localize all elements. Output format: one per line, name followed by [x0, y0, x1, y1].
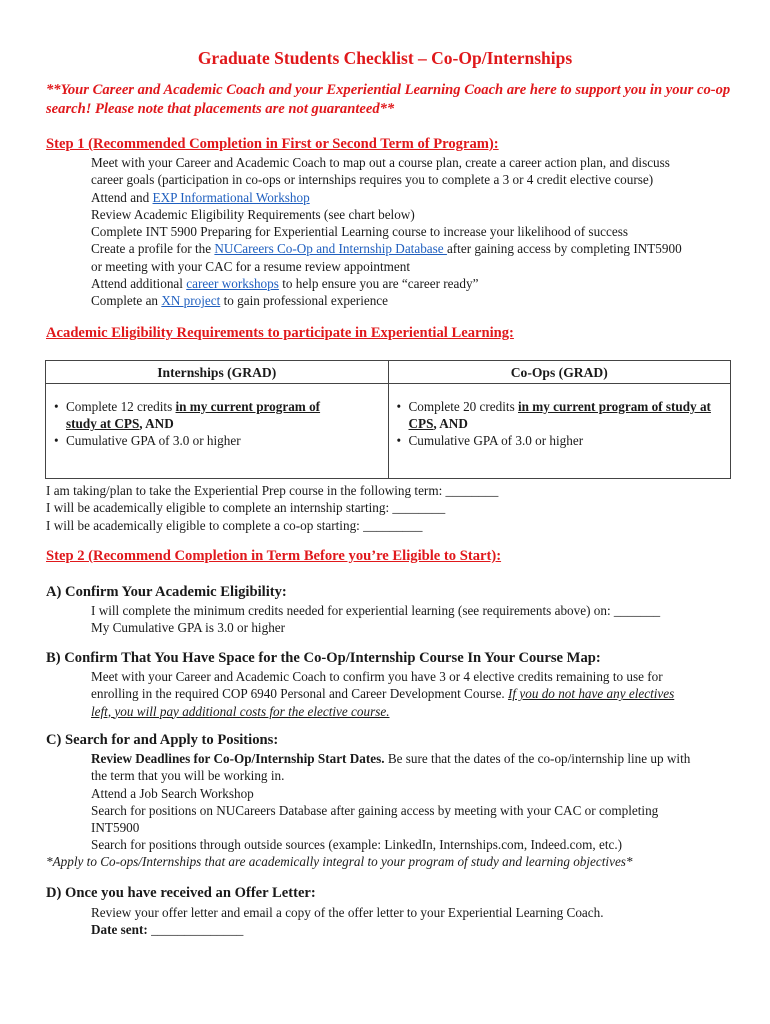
- internships-credits-text: Complete 12 credits: [66, 399, 176, 414]
- step1-review-item: Review Academic Eligibility Requirements (see chart below): [91, 206, 415, 222]
- section-c-note: *Apply to Co-ops/Internships that are academically integral to your program of study and learning objectives*: [46, 854, 633, 869]
- internships-credits-bullet: [54, 398, 380, 432]
- section-d-list: [91, 904, 731, 939]
- coops-credits-text: Complete 20 credits: [408, 399, 519, 414]
- section-c-heading: C) Search for and Apply to Positions:: [46, 732, 279, 748]
- coops-credits-bullet: [397, 398, 723, 432]
- step1-list: [91, 154, 731, 310]
- section-b-line2: [91, 685, 731, 702]
- step1-workshops-text: Attend additional: [91, 276, 187, 292]
- coops-program-requirement-cont: CPS: [408, 416, 434, 431]
- xn-project-link[interactable]: XN project: [161, 293, 221, 309]
- section-b-list: [91, 668, 731, 720]
- internships-program-requirement-cont: study at CPS: [66, 416, 140, 431]
- coops-column-header: Co-Ops (GRAD): [388, 361, 731, 384]
- section-c-list: [91, 750, 731, 854]
- step1-workshops-item: [91, 275, 731, 292]
- prep-term-field[interactable]: I am taking/plan to take the Experiential Prep course in the following term: ________: [46, 483, 499, 498]
- section-d-heading: D) Once you have received an Offer Letter:: [46, 885, 316, 901]
- section-c-outside-item: Search for positions through outside sources (example: LinkedIn, Internships.com, Indeed.com, etc.): [91, 837, 623, 853]
- section-d-offer-item: Review your offer letter and email a copy of the offer letter to your Experiential Learning Coach.: [91, 905, 604, 920]
- career-workshops-link[interactable]: career workshops: [186, 276, 279, 292]
- bullet-icon: •: [54, 399, 59, 414]
- page-title: Graduate Students Checklist – Co-Op/Internships: [197, 48, 573, 68]
- internships-and: , AND: [139, 416, 174, 431]
- section-b-course-text: enrolling in the required COP 6940 Personal and Career Development Course.: [91, 686, 509, 702]
- section-d-date-field[interactable]: [91, 921, 731, 938]
- section-c-deadlines-bold: Review Deadlines for Co-Op/Internship Start Dates.: [91, 751, 385, 766]
- step1-profile-item: [91, 240, 731, 257]
- coops-gpa-bullet: [397, 432, 723, 449]
- coops-requirements-cell: [388, 384, 731, 479]
- internships-program-requirement: in my current program of: [175, 399, 321, 414]
- step1-meet-line1: Meet with your Career and Academic Coach to map out a course plan, create a career action plan, and discuss: [91, 155, 670, 170]
- bullet-icon: •: [396, 399, 402, 414]
- step1-attend-item: [91, 189, 731, 206]
- section-c-deadlines-item: [91, 750, 731, 767]
- internships-column-header: Internships (GRAD): [46, 361, 389, 384]
- step1-xn-item: [91, 292, 731, 309]
- internships-gpa-text: Cumulative GPA of 3.0 or higher: [66, 433, 241, 448]
- coop-start-field[interactable]: I will be academically eligible to complete a co-op starting: _________: [46, 517, 423, 533]
- step1-meet-line2: career goals (participation in co-ops or internships requires you to complete a 3 or 4 credit elective course): [91, 172, 654, 188]
- section-a-list: [91, 602, 731, 637]
- internship-start-field[interactable]: I will be academically eligible to complete an internship starting: ________: [46, 500, 446, 516]
- step1-profile-text-after: after gaining access by completing INT5900: [446, 241, 682, 257]
- intro-note: **Your Career and Academic Coach and your Experiential Learning Coach are here to support you in your co-op search! Please note that placements are not guaranteed**: [46, 82, 731, 117]
- step1-xn-text-after: to gain professional experience: [220, 293, 389, 309]
- section-c-job-workshop-item: Attend a Job Search Workshop: [91, 785, 254, 801]
- step1-xn-text: Complete an: [91, 293, 162, 309]
- section-c-deadlines-line2: the term that you will be working in.: [91, 768, 285, 784]
- plans-block: [46, 482, 498, 534]
- step1-profile-text: Create a profile for the: [91, 241, 215, 257]
- section-c-nucareers-item: Search for positions on NUCareers Database after gaining access by meeting with your CAC or completing: [91, 802, 659, 818]
- step1-attend-text: Attend and: [91, 189, 153, 205]
- date-sent-blank[interactable]: ______________: [147, 922, 244, 938]
- coops-gpa-text: Cumulative GPA of 3.0 or higher: [408, 433, 584, 448]
- section-b-heading: B) Confirm That You Have Space for the Co-Op/Internship Course In Your Course Map:: [46, 650, 601, 666]
- internships-gpa-bullet: [54, 432, 380, 449]
- eligibility-heading: Academic Eligibility Requirements to participate in Experiential Learning:: [46, 325, 514, 341]
- step1-heading: Step 1 (Recommended Completion in First or Second Term of Program):: [46, 136, 499, 152]
- internships-requirements-cell: [46, 384, 389, 479]
- exp-workshop-link[interactable]: EXP Informational Workshop: [152, 189, 310, 205]
- section-a-gpa-item: My Cumulative GPA is 3.0 or higher: [91, 620, 286, 636]
- bullet-icon: •: [396, 433, 402, 448]
- coops-and: , AND: [433, 416, 468, 431]
- section-a-credits-field[interactable]: I will complete the minimum credits needed for experiential learning (see requirements above) on: _______: [91, 603, 661, 618]
- nucareers-database-link[interactable]: NUCareers Co-Op and Internship Database: [214, 241, 447, 257]
- step1-workshops-text-after: to help ensure you are “career ready”: [278, 276, 479, 292]
- section-c-deadlines-text: Be sure that the dates of the co-op/internship line up with: [384, 751, 691, 766]
- section-c-nucareers-line2: INT5900: [91, 820, 140, 836]
- bullet-icon: •: [54, 433, 59, 448]
- section-a-heading: A) Confirm Your Academic Eligibility:: [46, 584, 287, 600]
- eligibility-table: [45, 360, 731, 479]
- step1-int5900-item: Complete INT 5900 Preparing for Experiential Learning course to increase your likelihood of success: [91, 224, 628, 240]
- section-b-electives-note: If you do not have any electives: [508, 686, 675, 702]
- section-b-electives-note-cont: left, you will pay additional costs for the elective course.: [91, 703, 390, 719]
- step2-heading: Step 2 (Recommend Completion in Term Before you’re Eligible to Start):: [46, 548, 502, 564]
- coops-program-requirement: in my current program of study at: [518, 399, 711, 414]
- step1-profile-line2: or meeting with your CAC for a resume review appointment: [91, 258, 410, 274]
- date-sent-label: Date sent:: [91, 922, 148, 938]
- section-b-line1: Meet with your Career and Academic Coach to confirm you have 3 or 4 elective credits remaining to use for: [91, 669, 663, 684]
